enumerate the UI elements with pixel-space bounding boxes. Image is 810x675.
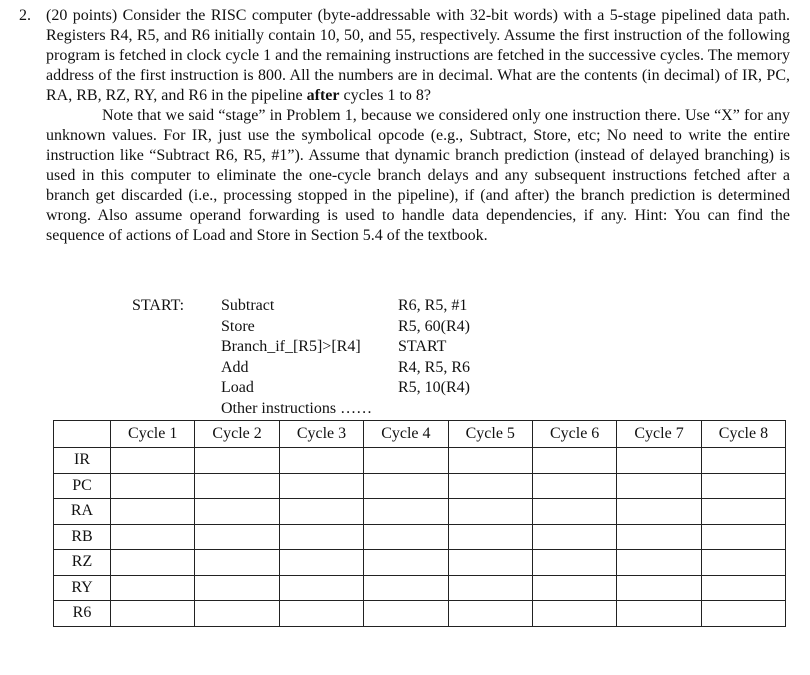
table-row (54, 601, 786, 627)
table-row (54, 499, 786, 525)
table-cell[interactable] (617, 601, 701, 627)
instruction-op: Store (221, 317, 255, 335)
table-cell[interactable] (195, 601, 279, 627)
table-cell[interactable] (448, 473, 532, 499)
table-cell[interactable] (111, 550, 195, 576)
cycle-header: Cycle 6 (532, 421, 616, 448)
problem-number: 2. (19, 7, 31, 24)
table-cell[interactable] (111, 601, 195, 627)
table-cell[interactable] (364, 601, 448, 627)
table-cell[interactable] (617, 550, 701, 576)
other-instructions: Other instructions …… (221, 399, 373, 417)
cycle-header: Cycle 4 (364, 421, 448, 448)
instruction-operands: R4, R5, R6 (398, 358, 471, 376)
table-cell[interactable] (448, 575, 532, 601)
table-cell[interactable] (448, 601, 532, 627)
problem-intro-end: cycles 1 to 8? (343, 87, 431, 104)
table-cell[interactable] (532, 524, 616, 550)
cycle-header: Cycle 5 (448, 421, 532, 448)
cycle-header: Cycle 1 (111, 421, 195, 448)
corner-cell (54, 421, 111, 448)
table-cell[interactable] (195, 550, 279, 576)
problem-intro (46, 6, 790, 106)
table-cell[interactable] (364, 448, 448, 474)
row-label: RA (54, 499, 111, 525)
start-label: START: (132, 297, 185, 314)
problem-statement (0, 6, 790, 246)
problem-note: Note that we said “stage” in Problem 1, because we considered only one instruction there. Use “X” for any unknown values. For IR, just use the symbolical opcode (e.g., Subtract, Store, etc; No need to write the entire instruction like “Subtract R6, R5, #1”). Assume that dynamic branch prediction (instead of delayed branching) is used in this computer to eliminate the one-cycle branch delays and any subsequent instructions fetched after a branch get discarded (i.e., processing stopped in the pipeline), if (and after) the branch prediction is determined wrong. Also assume operand forwarding is used to handle data dependencies, if any. Hint: You can find the sequence of actions of Load and Store in Section 5.4 of the textbook. (46, 107, 790, 244)
table-cell[interactable] (532, 575, 616, 601)
instruction-operands: R5, 10(R4) (398, 379, 470, 396)
table-cell[interactable] (701, 550, 785, 576)
table-cell[interactable] (279, 499, 363, 525)
table-cell[interactable] (364, 499, 448, 525)
table-cell[interactable] (279, 601, 363, 627)
table-cell[interactable] (195, 473, 279, 499)
table-cell[interactable] (364, 524, 448, 550)
program-line (0, 317, 600, 338)
table-cell[interactable] (111, 448, 195, 474)
table-cell[interactable] (279, 524, 363, 550)
table-cell[interactable] (364, 473, 448, 499)
table-cell[interactable] (532, 448, 616, 474)
table-cell[interactable] (532, 601, 616, 627)
instruction-operands: START (398, 338, 447, 355)
table-cell[interactable] (617, 499, 701, 525)
instruction-op: Add (221, 358, 249, 376)
table-cell[interactable] (532, 550, 616, 576)
table-cell[interactable] (532, 473, 616, 499)
table-cell[interactable] (279, 575, 363, 601)
table-cell[interactable] (195, 448, 279, 474)
table-cell[interactable] (701, 601, 785, 627)
header-row (54, 421, 786, 448)
instruction-op: Subtract (221, 297, 275, 314)
program-line (0, 378, 600, 399)
pipeline-table (53, 420, 786, 627)
table-cell[interactable] (448, 448, 532, 474)
instruction-operands: R6, R5, #1 (398, 297, 468, 314)
table-cell[interactable] (532, 499, 616, 525)
program-line (0, 399, 600, 420)
row-label: RB (54, 524, 111, 550)
table-cell[interactable] (279, 550, 363, 576)
program-line (0, 296, 600, 317)
cycle-header: Cycle 8 (701, 421, 785, 448)
table-cell[interactable] (701, 524, 785, 550)
instruction-op: Branch_if_[R5]>[R4] (221, 338, 361, 355)
table-cell[interactable] (617, 448, 701, 474)
table-cell[interactable] (195, 499, 279, 525)
table-cell[interactable] (701, 448, 785, 474)
table-cell[interactable] (195, 524, 279, 550)
table-row (54, 550, 786, 576)
table-row (54, 473, 786, 499)
instruction-operands: R5, 60(R4) (398, 317, 470, 335)
program-line (0, 358, 600, 379)
table-cell[interactable] (617, 524, 701, 550)
table-cell[interactable] (701, 575, 785, 601)
table-cell[interactable] (364, 550, 448, 576)
table-cell[interactable] (279, 448, 363, 474)
after-bold: after (306, 87, 340, 104)
table-cell[interactable] (111, 499, 195, 525)
problem-intro-text: (20 points) Consider the RISC computer (byte-addressable with 32-bit words) with a 5-stage pipelined data path. Registers R4, R5, and R6 initially contain 10, 50, and 55, respectively. Assume the first instruction of the following program is fetched in clock cycle 1 and the remaining instructions are fetched in the successive cycles. The memory address of the first instruction is 800. All the numbers are in decimal. What are the contents (in decimal) of IR, PC, RA, RB, RZ, RY, and R6 in the pipeline (46, 7, 790, 104)
table-row (54, 524, 786, 550)
cycle-header: Cycle 3 (279, 421, 363, 448)
table-cell[interactable] (279, 473, 363, 499)
program-line (0, 337, 600, 358)
row-label: RY (54, 575, 111, 601)
table-row (54, 575, 786, 601)
table-cell[interactable] (448, 499, 532, 525)
cycle-header: Cycle 2 (195, 421, 279, 448)
table-cell[interactable] (701, 499, 785, 525)
table-cell[interactable] (195, 575, 279, 601)
table-cell[interactable] (111, 524, 195, 550)
row-label: R6 (54, 601, 111, 627)
row-label: PC (54, 473, 111, 499)
table-row (54, 448, 786, 474)
table-cell[interactable] (111, 473, 195, 499)
table-cell[interactable] (701, 473, 785, 499)
table-cell[interactable] (448, 550, 532, 576)
table-cell[interactable] (448, 524, 532, 550)
table-cell[interactable] (617, 575, 701, 601)
table-cell[interactable] (617, 473, 701, 499)
cycle-header: Cycle 7 (617, 421, 701, 448)
row-label: RZ (54, 550, 111, 576)
instruction-op: Load (221, 379, 254, 396)
program-listing (0, 296, 600, 419)
table-cell[interactable] (111, 575, 195, 601)
table-cell[interactable] (364, 575, 448, 601)
row-label: IR (54, 448, 111, 474)
